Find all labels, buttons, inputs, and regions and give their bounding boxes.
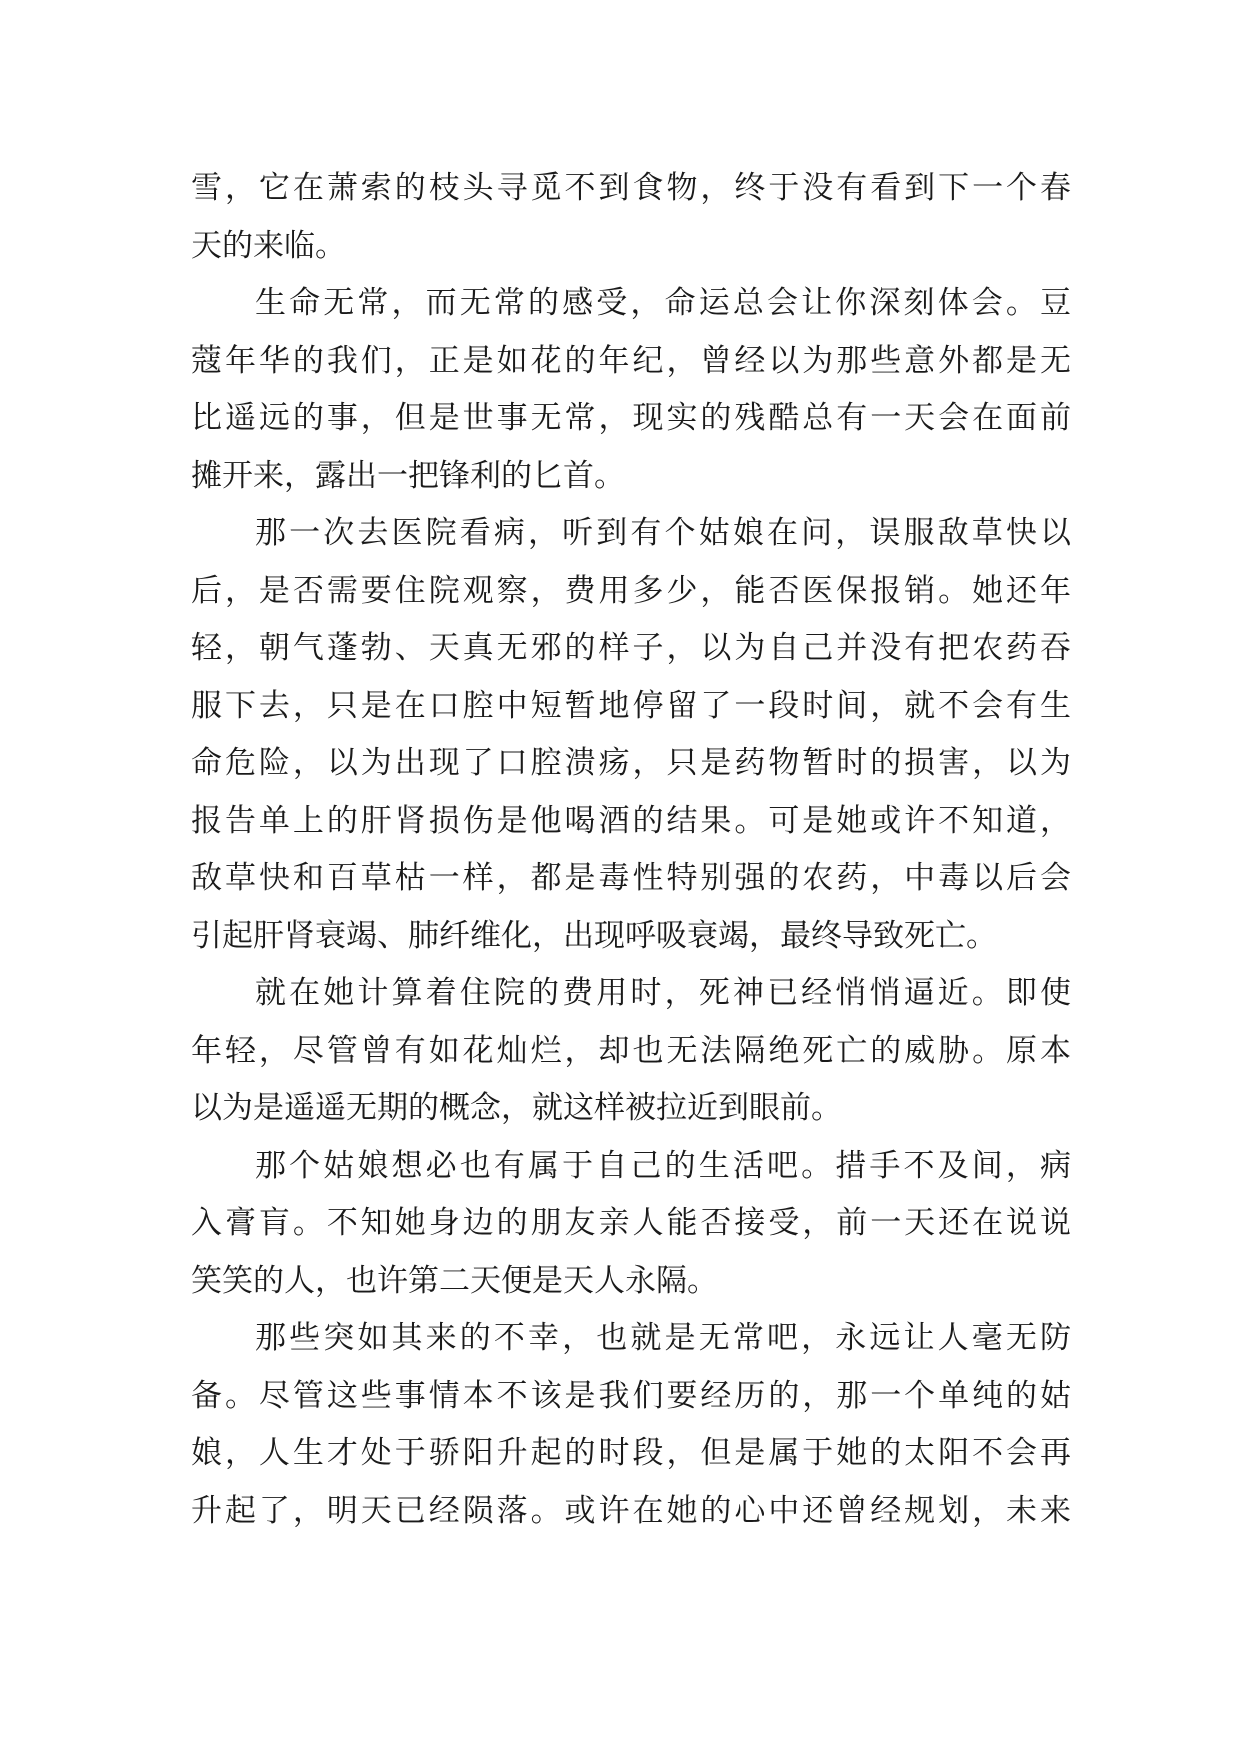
body-text: [191, 160, 1071, 1540]
text-line: 以为是遥遥无期的概念，就这样被拉近到眼前。: [191, 1090, 842, 1126]
paragraph: [191, 1138, 1071, 1311]
text-line: 那一次去医院看病，听到有个姑娘在问，误服敌草快以: [255, 515, 1071, 551]
text-line: 那些突如其来的不幸，也就是无常吧，永远让人毫无防: [255, 1320, 1071, 1356]
text-line: 报告单上的肝肾损伤是他喝酒的结果。可是她或许不知道，: [191, 802, 1071, 839]
text-line: 娘，人生才处于骄阳升起的时段，但是属于她的太阳不会再: [191, 1435, 1071, 1471]
paragraph: [191, 275, 1071, 505]
text-line: 比遥远的事，但是世事无常，现实的残酷总有一天会在面前: [191, 400, 1071, 436]
paragraph: [191, 160, 1071, 275]
paragraph: [191, 1310, 1071, 1540]
text-line: 就在她计算着住院的费用时，死神已经悄悄逼近。即使: [255, 975, 1071, 1011]
text-line: 升起了，明天已经陨落。或许在她的心中还曾经规划，未来: [191, 1492, 1071, 1529]
text-line: 服下去，只是在口腔中短暂地停留了一段时间，就不会有生: [191, 687, 1071, 724]
text-line: 入膏肓。不知她身边的朋友亲人能否接受，前一天还在说说: [191, 1205, 1071, 1241]
text-line: 命危险，以为出现了口腔溃疡，只是药物暂时的损害，以为: [191, 745, 1071, 781]
text-line: 年轻，尽管曾有如花灿烂，却也无法隔绝死亡的威胁。原本: [191, 1032, 1071, 1069]
text-line: 笑笑的人，也许第二天便是天人永隔。: [191, 1262, 718, 1299]
text-line: 轻，朝气蓬勃、天真无邪的样子，以为自己并没有把农药吞: [191, 630, 1071, 666]
text-line: 敌草快和百草枯一样，都是毒性特别强的农药，中毒以后会: [191, 860, 1071, 896]
text-line: 天的来临。: [191, 227, 346, 264]
paragraph: [191, 965, 1071, 1138]
text-line: 引起肝肾衰竭、肺纤维化，出现呼吸衰竭，最终导致死亡。: [191, 917, 997, 954]
text-line: 生命无常，而无常的感受，命运总会让你深刻体会。豆: [255, 285, 1071, 321]
paragraph: [191, 505, 1071, 965]
text-line: 备。尽管这些事情本不该是我们要经历的，那一个单纯的姑: [191, 1377, 1071, 1414]
text-line: 后，是否需要住院观察，费用多少，能否医保报销。她还年: [191, 572, 1071, 609]
text-line: 那个姑娘想必也有属于自己的生活吧。措手不及间，病: [255, 1147, 1071, 1184]
text-line: 蔻年华的我们，正是如花的年纪，曾经以为那些意外都是无: [191, 342, 1071, 379]
text-line: 雪，它在萧索的枝头寻觅不到食物，终于没有看到下一个春: [191, 170, 1071, 206]
text-line: 摊开来，露出一把锋利的匕首。: [191, 457, 625, 494]
